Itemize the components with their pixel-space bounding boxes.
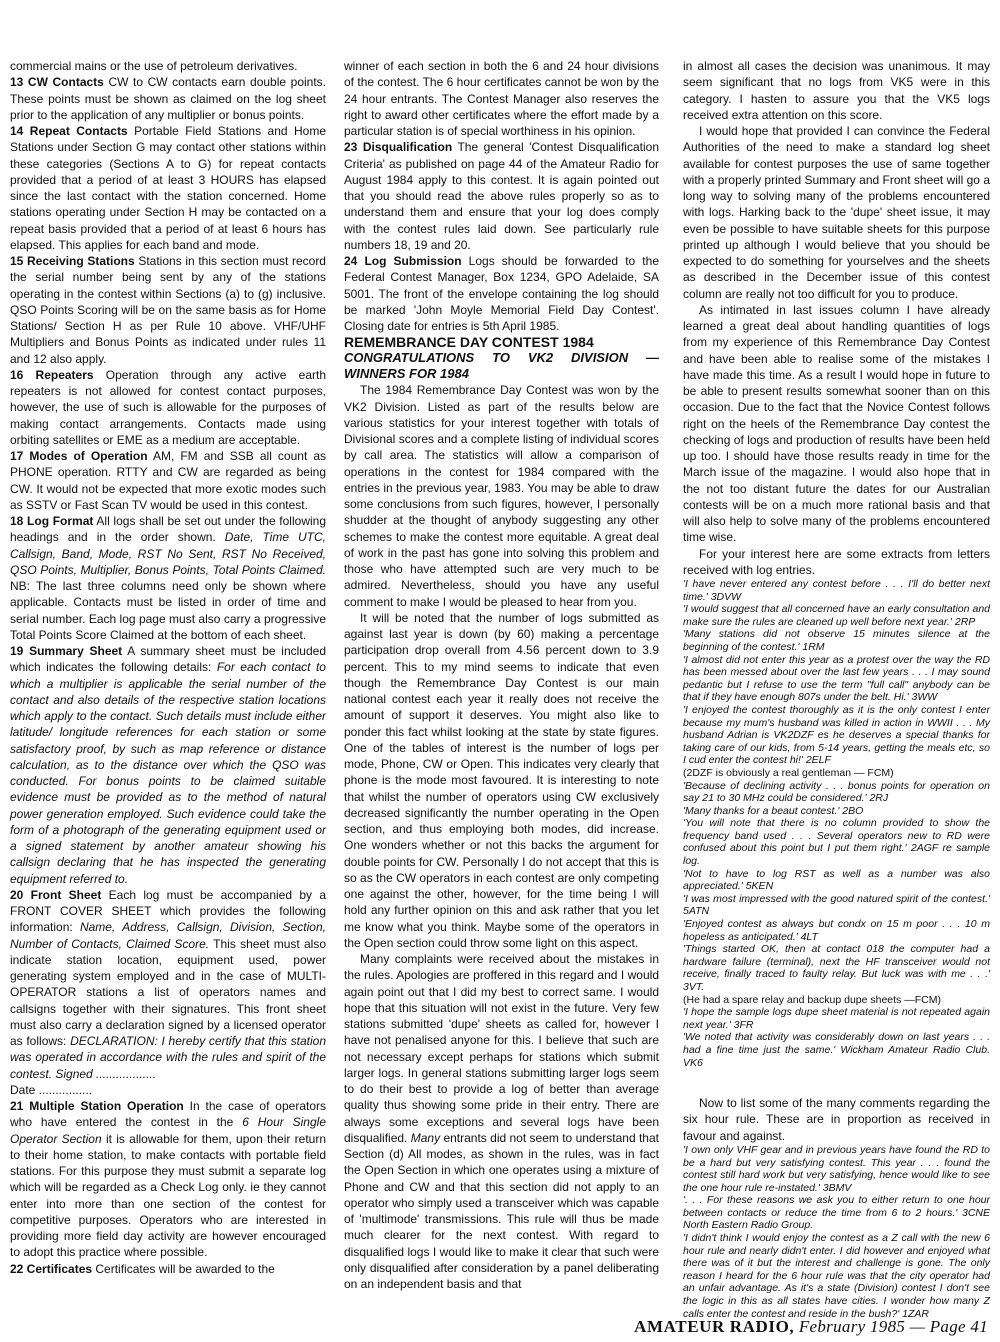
rule-heading: 22 Certificates <box>10 1261 93 1276</box>
editor-note: (He had a spare relay and backup dupe sheets —FCM) <box>683 993 941 1006</box>
rule-heading: 20 Front Sheet <box>10 887 102 902</box>
letter-quote <box>683 654 990 704</box>
quote-text: 'Enjoyed contest as always but condx on 15 m poor . . . 10 m hopeless as anticipated.' <box>683 918 990 943</box>
rule-text: CW to CW contacts earn double points. These points must be shown as claimed on the log sheet prior to the application of any multiplier or bonus points. <box>10 75 327 122</box>
rule-heading: 19 Summary Sheet <box>10 644 123 658</box>
quote-callsign: 1RM <box>802 640 825 653</box>
letter-quote <box>683 1144 990 1194</box>
paragraph: For your interest here are some extracts from letters received with log entries. <box>683 546 990 577</box>
rule-23 <box>344 139 659 253</box>
declaration: DECLARATION: I hereby certify that this station was operated in accordance with the rules and spirit of the contest. Signed .................. <box>10 1034 326 1081</box>
paragraph-italic: Many <box>410 1130 441 1145</box>
letter-quote <box>683 1031 990 1069</box>
quote-callsign: 3FR <box>733 1018 754 1031</box>
rule-heading: 23 Disqualification <box>344 140 453 155</box>
quote-callsign: 3BMV <box>822 1181 852 1194</box>
letter-extracts <box>683 578 990 1069</box>
rule-italic: Name, Address, Callsign, Division, Section, Number of Contacts, Claimed Score. <box>10 920 326 951</box>
quote-callsign: 5KEN <box>745 880 774 893</box>
issue-page: February 1985 — Page 41 <box>798 1317 988 1336</box>
quote-text: 'Not to have to log RST as well as a number was also appreciated.' <box>683 867 990 893</box>
quote-text: '. . . For these reasons we ask you to either return to one hour between contacts or reduce the time from 6 to 2 hours.' <box>683 1194 990 1219</box>
spacer <box>683 1069 990 1095</box>
page-footer <box>634 1317 988 1337</box>
rule-18 <box>10 513 326 643</box>
rule-heading: 16 Repeaters <box>10 367 94 382</box>
rule-14 <box>10 123 326 253</box>
letter-quote <box>683 1006 990 1031</box>
quote-text: 'I was most impressed with the good natured spirit of the contest.' <box>683 892 990 905</box>
rule-heading: 14 Repeat Contacts <box>10 124 128 138</box>
paragraph-text: entrants did not seem to understand that Section (d) All modes, as shown in the rules, was in fact the Open Section in which one operates using a mixture of Phone and CW and that this section did not apply to an operator who simply used a transceiver which was capable of 'multimode' transmissions. This rule will thus be made much clearer for the next contest. With regard to disqualified logs I would like to make it clear that such were only disqualified after consideration by a panel deliberating on an independent basis and that <box>344 1130 659 1291</box>
section-subheading: CONGRATULATIONS TO VK2 DIVISION — WINNERS FOR 1984 <box>344 350 659 382</box>
rule-text: Operation through any active earth repeaters is not allowed for contest contact purposes, however, the use of such is allowable for the purposes of making contact arrangements. Contacts made using orbiting satellites or EME as a medium are acceptable. <box>10 367 326 447</box>
rule-text: Certificates will be awarded to the <box>95 1261 275 1276</box>
rule-italic: For each contact to which a multiplier is applicable the serial number of the contact and also details of the respective station locations which apply to the contact. Such details must include either latitude/ longitude references for each station or some satisfactory proof, by such as map reference or distance calculation, as to the distance over which the QSO was conducted. For bonus points to be claimed suitable evidence must be provided as to the method of natural power generation employed. Such evidence could take the form of a photograph of the generating equipment used or a signed statement by another amateur showing his callsign declaring that he has inspected the generating equipment referred to. <box>10 660 326 886</box>
letter-quote <box>683 817 990 867</box>
paragraph: As intimated in last issues column I have already learned a great deal about handling quantities of logs from my experience of this Remembrance Day Contest and have been able to realise some of the mistakes I have made this time. As a result I would hope in future to be able to present results somewhat sooner than on this occasion. Due to the fact that the Novice Contest follows right on the heels of the Remembrance Day contest the checking of logs and production of results have been held up too. I should have those results ready in time for the March issue of the magazine. I would also hope that in the not too distant future the dates for our Australian contests will be on a much more rational basis and that will also help to solve many of the problems encountered time wise. <box>683 302 990 545</box>
quote-callsign: 2RJ <box>869 792 889 805</box>
paragraph-text: Many complaints were received about the mistakes in the rules. Apologies are proffered in this regard and I would again point out that I did my best to correct same. I would hope that this situation will not exist in the future. Very few stations submitted 'dupe' sheets as called for, however I have not penalised anyone for this. I believe that such are not necessary except perhaps for stations which submit larger logs. In general stations submitting larger logs seem to do their best to provide a log of better than average quality thus showing some pride in their entry. There are always some exceptions and several logs have been disqualified. <box>344 952 659 1145</box>
quote-text: 'I enjoyed the contest thoroughly as it is the only contest I enter because my mum's husband was killed in action in WWII . . . My husband Adrian is VK2DZF es he deserves a special thanks for taking care of our kids, from 5-14 years, getting the meals etc, so I cud enter the contest hi!' <box>683 703 990 767</box>
quote-text: 'I hope the sample logs dupe sheet material is not repeated again next year.' <box>683 1006 990 1031</box>
paragraph <box>344 951 659 1292</box>
rule-heading: 18 Log Format <box>10 514 94 528</box>
editor-note: (2DZF is obviously a real gentleman — FCM) <box>683 766 894 779</box>
letter-quote <box>683 918 990 943</box>
rule-13 <box>10 74 326 123</box>
letter-quote <box>683 868 990 893</box>
quote-text: 'You will note that there is no column provided to show the frequency band used . . . Several operators new to RD were confused about this point but I put them right.' <box>683 817 990 855</box>
quote-text: 'We noted that activity was considerably down on last years . . . had a fine time just the same.' <box>683 1031 990 1056</box>
declaration-date: Date ................ <box>10 1082 93 1097</box>
letter-quote <box>683 578 990 603</box>
quote-text: 'Many stations did not observe 15 minutes silence at the beginning of the contest.' <box>683 628 990 653</box>
paragraph: in almost all cases the decision was unanimous. It may seem significant that no logs from VK5 were in this category. I hasten to assure you that the VK5 logs received extra attention on this score. <box>683 59 990 122</box>
letter-quote <box>683 893 990 918</box>
quote-callsign: 2BO <box>842 804 864 817</box>
paragraph: It will be noted that the number of logs submitted as against last year is down (by 60) making a percentage participation drop overall from 4.56 percent down to 3.9 percent. This to my mind seems to indicate that even though the Remembrance Day Contest is our main national contest each year it really does not receive the amount of support it deserves. You might also like to ponder this fact whilst looking at the state by state figures. One of the tables of interest is the number of logs per mode, Phone, CW or Open. This indicates very clearly that phone is the mode most favoured. It is interesting to note that whilst the number of operators using CW exclusively decreased significantly the number operating in the Open section, and thus employing both modes, did increase. One wonders whether or not this backs the argument for double points for CW. Personally I do not accept that this is so as the CW operators in each contest are only competing one against the other, however, for the time being I will hold any further opinion on this and ask rather that you let me know what you think. Maybe some of the operators in the Open section could throw some light on this aspect. <box>344 610 659 950</box>
quote-callsign: 3DVW <box>710 590 742 603</box>
rule-text: In the case of operators who have entered the contest in the <box>10 1099 326 1130</box>
rule-heading: 15 Receiving Stations <box>10 254 135 268</box>
letter-quote <box>683 943 990 993</box>
quote-callsign: 4LT <box>800 930 818 943</box>
paragraph: Now to list some of the many comments regarding the six hour rule. These are in proportion as received in favour and against. <box>683 1096 990 1143</box>
quote-callsign: 2AGF re sample log. <box>683 842 990 868</box>
rule-text: Portable Field Stations and Home Stations under Section G may contact other stations within these categories (Sections A to G) for repeat contacts provided that a period of at least 3 HOURS has elapsed since the last contact with the station concerned. Home stations operating under Section H may be contacted on a repeat basis provided that a period of at least 6 hours has elapsed. This applies for each band and mode. <box>10 124 327 252</box>
rule-text: AM, FM and SSB all count as PHONE operation. RTTY and CW are regarded as being CW. It would not be expected that more exotic modes such as SSTV or Fast Scan TV would be used in this contest. <box>10 449 327 512</box>
rule-text: Stations in this section must record the serial number being sent by any of the stations operating in the contest within Sections (a) to (g) inclusive. QSO Points Scoring will be on the same basis as for Home Stations/ Section H as per Rule 10 above. VHF/UHF Multipliers and Bonus Points as indicated under rules 11 and 12 also apply. <box>10 254 326 366</box>
section-heading: REMEMBRANCE DAY CONTEST 1984 <box>344 334 594 351</box>
quote-text: 'I didn't think I would enjoy the contest as a Z call with the new 6 hour rule and nearly didn't enter. I did however and enjoyed what there was of it but the interest and challenge is gone. The only reason I heard for the 6 hour rule was that the city operator had an unfair advantage. As it's a state (Division) contest I don't see the logic in this as all states have cities. I wonder how many Z calls enter the contest and reside in the bush?' <box>683 1232 990 1320</box>
quote-callsign: 5ATN <box>683 905 710 918</box>
letter-quote <box>683 603 990 628</box>
quote-callsign: 2RP <box>954 615 976 628</box>
magazine-name: AMATEUR RADIO, <box>634 1317 795 1336</box>
rule-text: Logs should be forwarded to the Federal Contest Manager, Box 1234, GPO Adelaide, SA 5001. The front of the envelope containing the log should be marked 'John Moyle Memorial Field Day Contest'. Closing date for entries is 5th April 1985. <box>344 254 659 333</box>
quote-callsign: 2ELF <box>805 754 831 767</box>
rule-19 <box>10 643 326 887</box>
rule-21 <box>10 1098 326 1261</box>
rule-text: A summary sheet must be included which indicates the following details: <box>10 644 327 675</box>
column-middle <box>344 58 659 1313</box>
letter-quote <box>683 805 990 818</box>
quote-text: 'I would suggest that all concerned have an early consultation and make sure the rules are cleaned up well before next year.' <box>683 603 990 628</box>
rule-15 <box>10 253 326 367</box>
quote-text: 'I have never entered any contest before . . . I'll do better next time.' <box>683 578 990 603</box>
letter-quote <box>683 780 990 805</box>
rule-16 <box>10 367 326 448</box>
quote-callsign: 1ZAR <box>902 1307 929 1320</box>
rule-20 <box>10 887 326 1082</box>
rule-italic: 6 Hour Single Operator Section <box>10 1115 326 1146</box>
rule-24 <box>344 253 659 334</box>
column-right <box>683 58 990 1320</box>
rule-heading: 21 Multiple Station Operation <box>10 1099 184 1113</box>
rule-text: it is allowable for them, upon their return to their home station, to make contacts with portable field stations. For this purpose they must submit a separate log which will be regarded as a Check Log only. ie they cannot enter into more than one section of the contest for competitive purposes. Operators who are interested in providing more field day activity are however encouraged to adopt this practice where possible. <box>10 1131 326 1260</box>
rule-text: NB: The last three columns need only be shown where applicable. Contacts must be listed in order of time and serial number. Each log page must also carry a progressive Total Points Score Claimed at the bottom of each sheet. <box>10 579 326 642</box>
paragraph: I would hope that provided I can convince the Federal Authorities of the need to make a standard log sheet available for contest purposes the use of same together with a properly printed Summary and Front sheet will go a long way to solving many of the problems encountered with logs. Harking back to the 'dupe' sheet issue, it may even be possible to have suitable sheets for this purpose printed up although I would believe that you should be expected to do something for yourselves and the sheets as described in the December issue of this contest column are really not too difficult for you to produce. <box>683 124 990 301</box>
paragraph: commercial mains or the use of petroleum derivatives. <box>10 59 298 73</box>
rule-italic: Date, Time UTC, Callsign, Band, Mode, RST No Sent, RST No Received, QSO Points, Multiplier, Bonus Points, Total Points Claimed. <box>10 530 326 577</box>
rule-heading: 17 Modes of Operation <box>10 449 148 463</box>
quote-callsign: 3VT. <box>683 981 705 993</box>
rule-17 <box>10 448 326 513</box>
rule-22 <box>10 1261 326 1277</box>
six-hour-rule-comments <box>683 1144 990 1320</box>
quote-callsign: 3CNE North Eastern Radio Group. <box>683 1206 990 1232</box>
paragraph: The 1984 Remembrance Day Contest was won by the VK2 Division. Listed as part of the results below are various statistics for your interest together with totals of Divisional scores and a complete listing of individual scores by call area. The statistics will allow a comparison of operations in the contest for 1984 compared with the entries in the previous year, 1983. You may be able to draw some conclusions from such figures, however, I personally shudder at the thought of anybody suggesting any other schemes to make the contest more equitable. A great deal of work in the past has gone into solving this problem and those who have attempted such are very much to be admired. Nevertheless, should you have any useful comment to make I would be pleased to hear from you. <box>344 383 659 609</box>
letter-quote <box>683 1194 990 1232</box>
quote-callsign: 3WW <box>911 691 938 704</box>
quote-text: 'Things started OK, then at contact 018 the computer had a hardware failure (terminal), next the HF transceiver would not receive, finally traced to faulty relay. But luck was with me . . .' <box>683 943 990 981</box>
quote-text: 'Many thanks for a beaut contest.' <box>683 804 840 817</box>
rule-text: This sheet must also indicate station location, equipment used, power generating system employed and in the case of MULTI-OPERATOR stations a list of operators names and callsigns together with their signatures. This front sheet must also carry a declaration signed by a licensed operator as follows: <box>10 936 326 1048</box>
rule-heading: 24 Log Submission <box>344 254 462 268</box>
rule-text: Each log must be accompanied by a FRONT COVER SHEET which provides the following information: <box>10 887 326 935</box>
letter-quote <box>683 628 990 653</box>
letter-quote <box>683 1232 990 1320</box>
rule-heading: 13 CW Contacts <box>10 75 104 90</box>
quote-callsign: Wickham Amateur Radio Club. VK6 <box>683 1043 990 1069</box>
rule-text: The general 'Contest Disqualification Criteria' as published on page 44 of the Amateur Radio for August 1984 apply to this contest. It is again pointed out that you should read the above rules properly so as to understand them and ensure that your log does comply with the contest rules laid down. See particularly rule numbers 18, 19 and 20. <box>344 140 659 252</box>
column-left <box>10 58 326 1313</box>
quote-text: 'I almost did not enter this year as a protest over the way the RD has been messed about over the last few years . . . I may sound pedantic but I refuse to use the term "full call" anybody can be that if they have enough 807s under the belt. Hi.' <box>683 653 990 704</box>
paragraph: winner of each section in both the 6 and 24 hour divisions of the contest. The 6 hour certificates cannot be won by the 24 hour entrants. The Contest Manager also reserves the right to award other certificates where the effort made by a particular station is of special worthiness in his opinion. <box>344 59 659 138</box>
rule-text: All logs shall be set out under the following headings and in the order shown. <box>10 514 326 545</box>
quote-text: 'Because of declining activity . . . bonus points for operation on say 21 to 30 MHz could be considered.' <box>683 779 990 805</box>
quote-text: 'I own only VHF gear and in previous years have found the RD to be a hard but very satisfying contest. This year . . . found the contest still hard work but very satisfying, hence would like to see the one hour rule re-instated.' <box>683 1143 990 1194</box>
letter-quote <box>683 704 990 767</box>
